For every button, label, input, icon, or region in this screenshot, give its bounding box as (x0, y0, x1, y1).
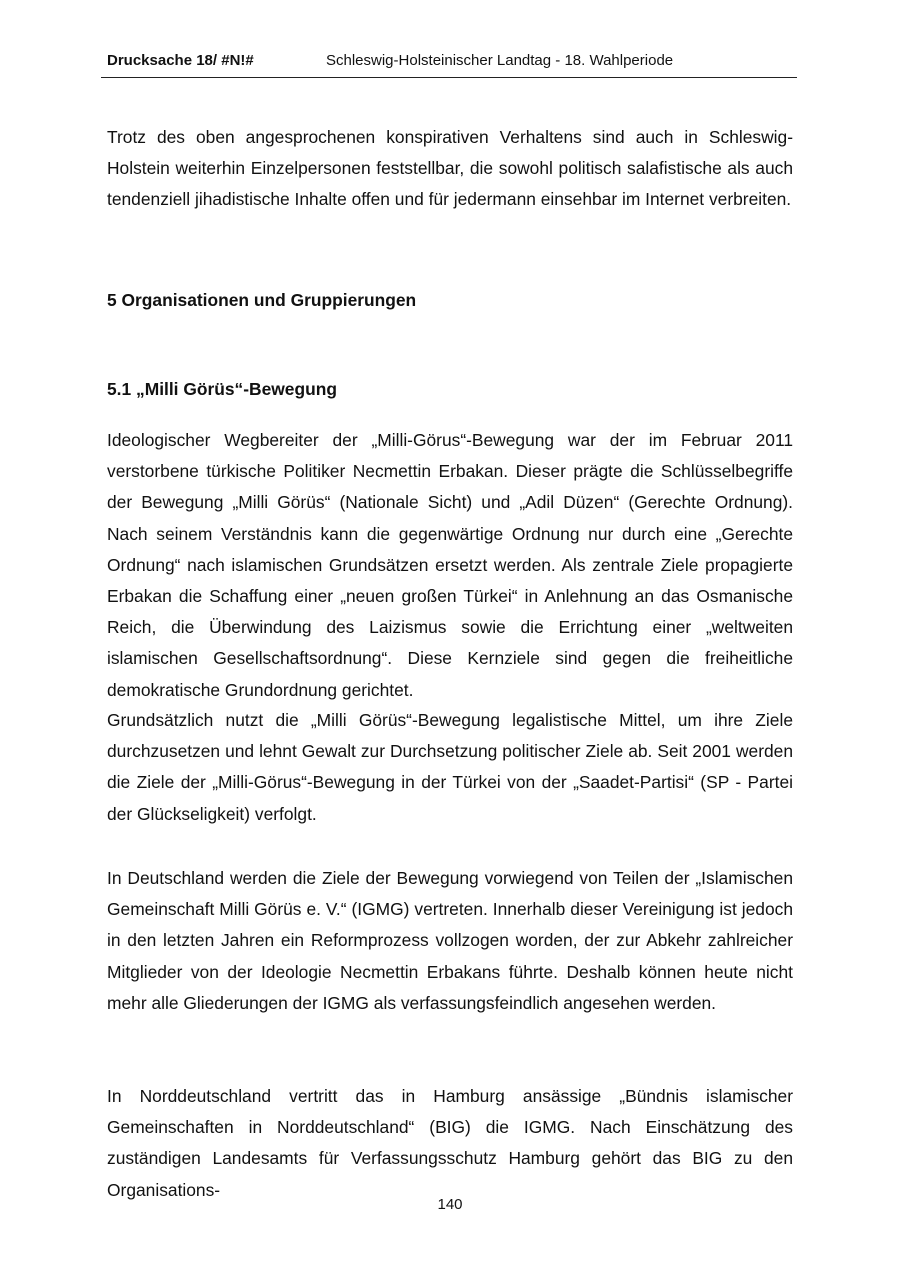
parliament-title: Schleswig-Holsteinischer Landtag - 18. Wahlperiode (326, 52, 674, 69)
document-number: Drucksache 18/ #N!# (107, 52, 254, 69)
intro-paragraph: Trotz des oben angesprochenen konspirativen Verhaltens sind auch in Schleswig-Holstein weiterhin Einzelpersonen feststellbar, die sowohl politisch salafistische als auch tendenziell jihadistische Inhalte offen und für jedermann einsehbar im Internet verbreiten. (107, 127, 793, 210)
section-5-1-heading: 5.1 „Milli Görüs“-Bewegung (107, 379, 337, 399)
milli-goerues-ideology-paragraph: Ideologischer Wegbereiter der „Milli-Görus“-Bewegung war der im Februar 2011 verstorbene türkische Politiker Necmettin Erbakan. Dieser prägte die Schlüsselbegriffe der Bewegung „Milli Görüs“ (Nationale Sicht) und „Adil Düzen“ (Gerechte Ordnung). Nach seinem Verständnis kann die gegenwärtige Ordnung nur durch eine „Gerechte Ordnung“ nach islamischen Grundsätzen ersetzt werden. Als zentrale Ziele propagierte Erbakan die Schaffung einer „neuen großen Türkei“ in Anlehnung an das Osmanische Reich, die Überwindung des Laizismus sowie die Errichtung einer „weltweiten islamischen Gesellschaftsordnung“. Diese Kernziele sind gegen die freiheitliche demokratische Grundordnung gerichtet. (107, 430, 793, 700)
page-number: 140 (437, 1196, 463, 1213)
section-5-heading: 5 Organisationen und Gruppierungen (107, 290, 417, 310)
igmg-germany-paragraph: In Deutschland werden die Ziele der Bewegung vorwiegend von Teilen der „Islamischen Gemeinschaft Milli Görüs e. V.“ (IGMG) vertreten. Innerhalb dieser Vereinigung ist jedoch in den letzten Jahren ein Reformprozess vollzogen worden, der zur Abkehr zahlreicher Mitglieder von der Ideologie Necmettin Erbakans führte. Deshalb können heute nicht mehr alle Gliederungen der IGMG als verfassungsfeindlich angesehen werden. (107, 868, 793, 1013)
legalistic-means-paragraph: Grundsätzlich nutzt die „Milli Görüs“-Bewegung legalistische Mittel, um ihre Ziele durchzusetzen und lehnt Gewalt zur Durchsetzung politischer Ziele ab. Seit 2001 werden die Ziele der „Milli-Görus“-Bewegung in der Türkei von der „Saadet-Partisi“ (SP - Partei der Glückseligkeit) verfolgt. (107, 710, 793, 824)
big-norddeutschland-paragraph: In Norddeutschland vertritt das in Hamburg ansässige „Bündnis islamischer Gemeinschaften in Norddeutschland“ (BIG) die IGMG. Nach Einschätzung des zuständigen Landesamts für Verfassungsschutz Hamburg gehört das BIG zu den Organisations- (107, 1086, 793, 1200)
page-header (101, 52, 797, 78)
